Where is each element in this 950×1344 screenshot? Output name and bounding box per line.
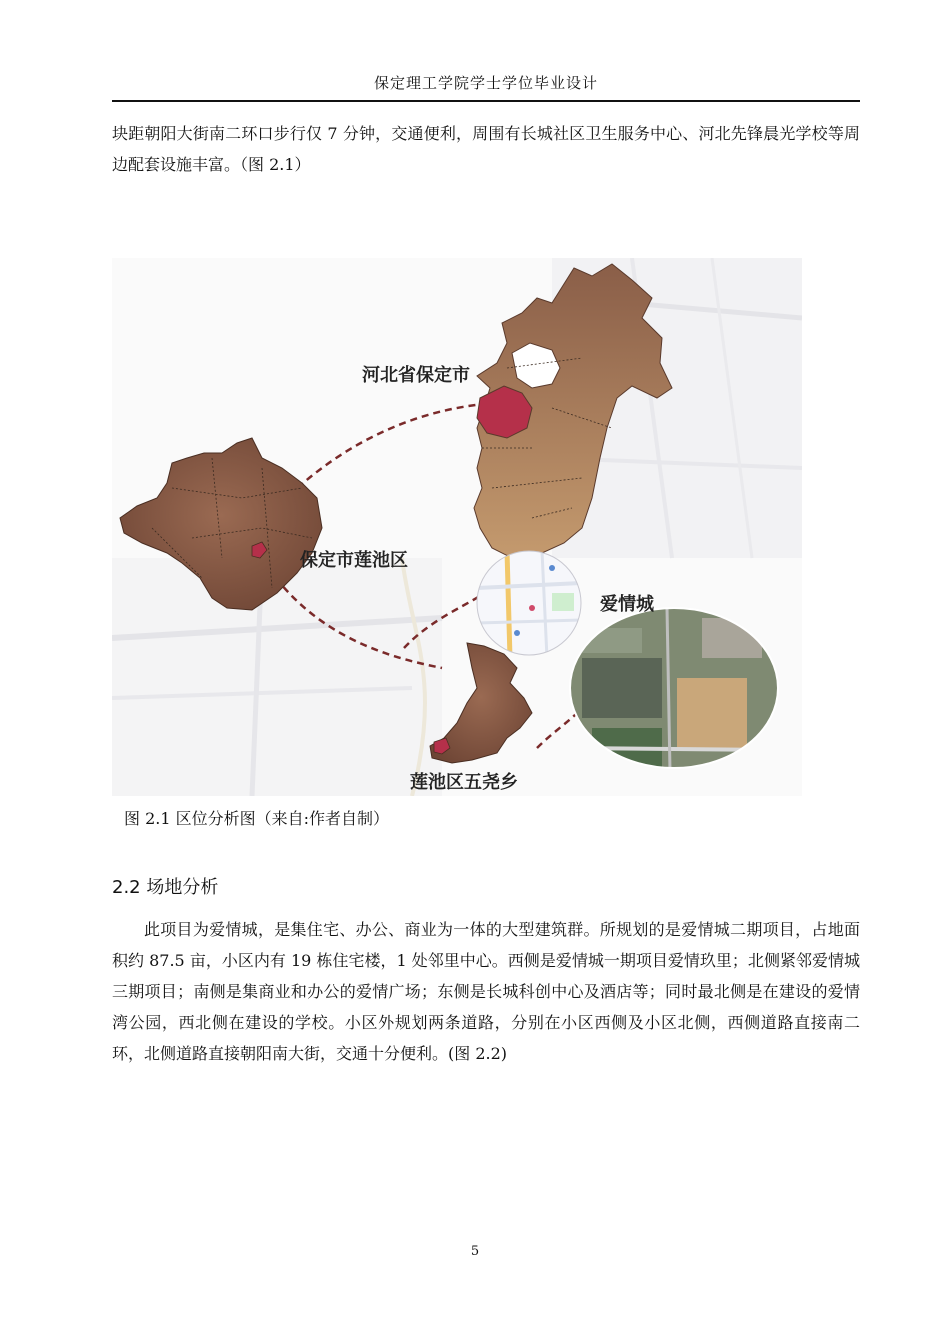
running-header: 保定理工学院学士学位毕业设计 — [373, 74, 598, 92]
page-number: 5 — [470, 1244, 480, 1259]
label-lianchi-wuyao: 莲池区五尧乡 — [410, 772, 518, 793]
body-paragraph-1: 块距朝阳大街南二环口步行仅 7 分钟，交通便利，周围有长城社区卫生服务中心、河北先锋晨光学校等周边配套设施丰富。（图 2.1） — [112, 124, 860, 174]
figure-caption: 图 2.1 区位分析图（来自:作者自制） — [124, 809, 390, 828]
label-aiqingcheng: 爱情城 — [600, 594, 654, 615]
section-heading: 2.2 场地分析 — [112, 877, 219, 898]
header-rule — [112, 100, 860, 102]
location-analysis-figure — [112, 258, 802, 796]
label-baoding-lianchi: 保定市莲池区 — [300, 550, 408, 571]
body-paragraph-2: 此项目为爱情城，是集住宅、办公、商业为一体的大型建筑群。所规划的是爱情城二期项目，占地面积约 87.5 亩，小区内有 19 栋住宅楼，1 处邻里中心。西侧是爱情城一期项目爱情玖里；北侧紧邻爱情城三期项目；南侧是集商业和办公的爱情广场；东侧是长城科创中心及酒店等；同时最北侧是在建设的爱情湾公园，西北侧在建设的学校。小区外规划两条道路，分别在小区西侧及小区北侧，西侧道路直接南二环，北侧道路直接朝阳南大街，交通十分便利。(图 2.2) — [112, 920, 860, 1063]
label-hebei-baoding: 河北省保定市 — [362, 365, 470, 386]
